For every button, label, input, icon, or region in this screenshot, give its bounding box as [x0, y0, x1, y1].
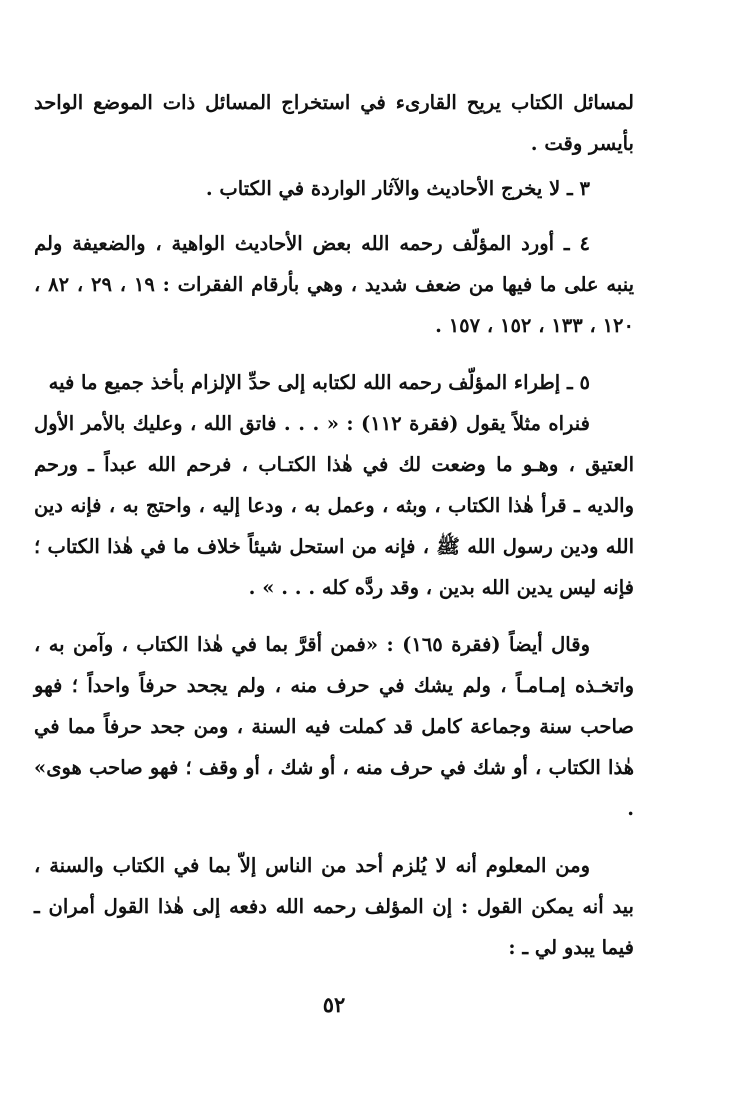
closing-paragraph: ومن المعلوم أنه لا يُلزم أحد من الناس إلاّ بما في الكتاب والسنة ، بيد أنه يمكن القول : إن المؤلف رحمه الله دفعه إلى هٰذا القول أمران ـ فيما يبدو لي ـ : — [34, 854, 634, 959]
paragraph-point-4: ٤ ـ أورد المؤلّف رحمه الله بعض الأحاديث الواهية ، والضعيفة ولم ينبه على ما فيها من ضعف شديد ، وهي بأرقام الفقرات : ١٩ ، ٢٩ ، ٨٢ ، ١٢٠ ، ١٣٣ ، ١٥٢ ، ١٥٧ . — [34, 232, 635, 337]
paragraph-1-continuation: لمسائل الكتاب يريح القارىء في استخراج المسائل ذات الموضع الواحد بأيسر وقت . — [34, 91, 634, 155]
paragraph-point-5: ٥ ـ إطراء المؤلّف رحمه الله لكتابه إلى حدِّ الإلزام بأخذ جميع ما فيه — [48, 371, 590, 394]
page-number: ٥٢ — [322, 992, 346, 1017]
quote-paragraph-165: وقال أيضاً (فقرة ١٦٥) : «فمن أقرَّ بما في هٰذا الكتاب ، وآمن به ، واتخـذه إمـامـاً ، ولم يشك في حرف منه ، ولم يجحد حرفاً واحداً ؛ فهو صاحب سنة وجماعة كامل قد كملت فيه السنة ، ومن جحد حرفاً مما في هٰذا الكتاب ، أو شك في حرف منه ، أو شك ، أو وقف ؛ فهو صاحب هوى» . — [34, 633, 634, 820]
quote-paragraph-112: فنراه مثلاً يقول (فقرة ١١٢) : « . . . فاتق الله ، وعليك بالأمر الأول العتيق ، وهـو ما وضعت لك في هٰذا الكتـاب ، فرحم الله عبداً ـ ورحم والديه ـ قرأ هٰذا الكتاب ، وبثه ، وعمل به ، ودعا إليه ، واحتج به ، فإنه دين الله ودين رسول الله ﷺ ، فإنه من استحل شيئاً خلاف ما في هٰذا الكتاب ؛ فإنه ليس يدين الله بدين ، وقد ردَّه كله . . . » . — [34, 412, 634, 599]
paragraph-point-3: ٣ ـ لا يخرج الأحاديث والآثار الواردة في الكتاب . — [205, 177, 590, 200]
document-page — [34, 82, 634, 1082]
